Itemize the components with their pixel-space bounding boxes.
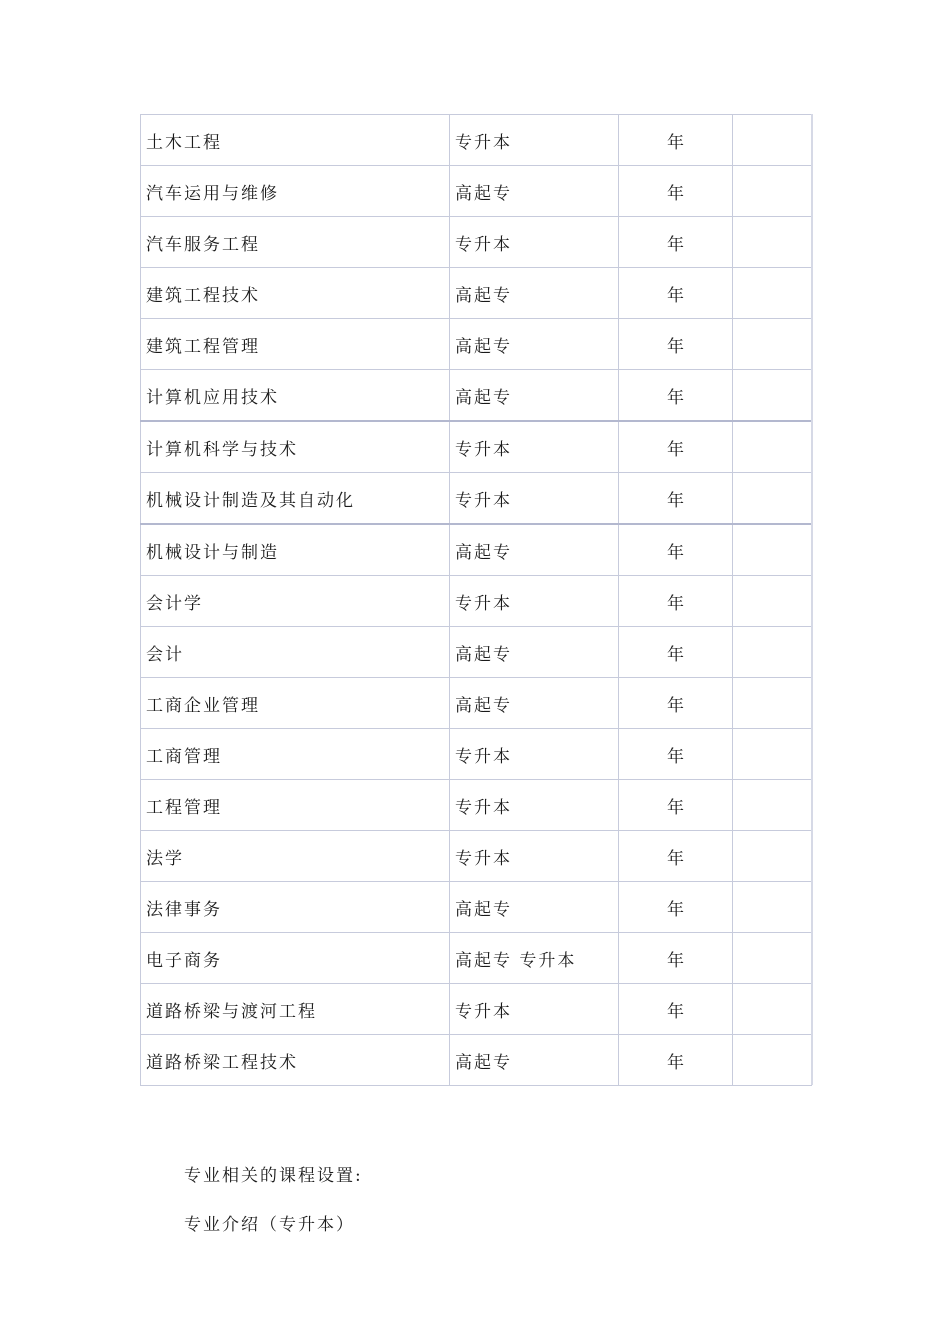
program-duration-cell: 年	[619, 678, 733, 729]
program-duration-cell: 年	[619, 166, 733, 217]
program-name-cell: 法律事务	[141, 882, 450, 933]
program-extra-cell	[733, 473, 812, 525]
program-name-cell: 工商企业管理	[141, 678, 450, 729]
program-level-cell: 高起专	[450, 166, 619, 217]
programs-table	[140, 114, 812, 1086]
program-extra-cell	[733, 319, 812, 370]
table-row	[141, 729, 812, 780]
table-row	[141, 319, 812, 370]
program-name-cell: 计算机应用技术	[141, 370, 450, 422]
program-level-cell: 专升本	[450, 831, 619, 882]
program-duration-cell: 年	[619, 370, 733, 422]
table-row	[141, 166, 812, 217]
program-duration-cell: 年	[619, 831, 733, 882]
program-name-cell: 建筑工程管理	[141, 319, 450, 370]
table-row	[141, 984, 812, 1035]
program-name-cell: 道路桥梁工程技术	[141, 1035, 450, 1086]
table-row	[141, 576, 812, 627]
program-level-cell: 高起专	[450, 882, 619, 933]
program-extra-cell	[733, 729, 812, 780]
program-name-cell: 建筑工程技术	[141, 268, 450, 319]
program-extra-cell	[733, 115, 812, 166]
program-level-cell: 高起专	[450, 268, 619, 319]
program-duration-cell: 年	[619, 473, 733, 525]
program-extra-cell	[733, 268, 812, 319]
program-extra-cell	[733, 166, 812, 217]
program-duration-cell: 年	[619, 524, 733, 576]
program-extra-cell	[733, 524, 812, 576]
table-row	[141, 421, 812, 473]
table-row	[141, 115, 812, 166]
program-duration-cell: 年	[619, 319, 733, 370]
program-duration-cell: 年	[619, 268, 733, 319]
program-level-cell: 高起专 专升本	[450, 933, 619, 984]
program-duration-cell: 年	[619, 421, 733, 473]
program-extra-cell	[733, 370, 812, 422]
program-level-cell: 高起专	[450, 319, 619, 370]
program-level-cell: 高起专	[450, 678, 619, 729]
program-name-cell: 汽车运用与维修	[141, 166, 450, 217]
program-level-cell: 专升本	[450, 421, 619, 473]
table-row	[141, 627, 812, 678]
program-level-cell: 高起专	[450, 524, 619, 576]
program-name-cell: 会计	[141, 627, 450, 678]
program-name-cell: 工程管理	[141, 780, 450, 831]
program-extra-cell	[733, 217, 812, 268]
table-row	[141, 1035, 812, 1086]
program-duration-cell: 年	[619, 627, 733, 678]
program-level-cell: 专升本	[450, 115, 619, 166]
programs-table-body	[141, 115, 812, 1086]
program-level-cell: 专升本	[450, 729, 619, 780]
program-extra-cell	[733, 421, 812, 473]
program-extra-cell	[733, 933, 812, 984]
program-name-cell: 电子商务	[141, 933, 450, 984]
program-extra-cell	[733, 780, 812, 831]
program-level-cell: 专升本	[450, 576, 619, 627]
program-level-cell: 专升本	[450, 473, 619, 525]
program-duration-cell: 年	[619, 217, 733, 268]
table-row	[141, 780, 812, 831]
program-intro-heading: 专业介绍（专升本）	[184, 1215, 355, 1235]
program-duration-cell: 年	[619, 115, 733, 166]
table-row	[141, 933, 812, 984]
program-extra-cell	[733, 882, 812, 933]
table-row	[141, 882, 812, 933]
program-level-cell: 专升本	[450, 217, 619, 268]
program-level-cell: 专升本	[450, 780, 619, 831]
table-row	[141, 217, 812, 268]
program-level-cell: 高起专	[450, 370, 619, 422]
program-extra-cell	[733, 831, 812, 882]
program-name-cell: 机械设计与制造	[141, 524, 450, 576]
program-name-cell: 汽车服务工程	[141, 217, 450, 268]
table-row	[141, 473, 812, 525]
program-duration-cell: 年	[619, 576, 733, 627]
table-row	[141, 370, 812, 422]
table-row	[141, 268, 812, 319]
program-duration-cell: 年	[619, 729, 733, 780]
program-level-cell: 专升本	[450, 984, 619, 1035]
program-extra-cell	[733, 627, 812, 678]
program-extra-cell	[733, 576, 812, 627]
program-duration-cell: 年	[619, 780, 733, 831]
course-setup-heading: 专业相关的课程设置:	[184, 1166, 363, 1186]
program-name-cell: 道路桥梁与渡河工程	[141, 984, 450, 1035]
program-extra-cell	[733, 984, 812, 1035]
table-row	[141, 831, 812, 882]
table-row	[141, 524, 812, 576]
table-row	[141, 678, 812, 729]
program-name-cell: 工商管理	[141, 729, 450, 780]
program-extra-cell	[733, 1035, 812, 1086]
program-name-cell: 计算机科学与技术	[141, 421, 450, 473]
program-duration-cell: 年	[619, 1035, 733, 1086]
program-level-cell: 高起专	[450, 627, 619, 678]
table-right-edge-divider	[811, 114, 813, 1085]
program-duration-cell: 年	[619, 882, 733, 933]
program-duration-cell: 年	[619, 984, 733, 1035]
program-name-cell: 土木工程	[141, 115, 450, 166]
program-extra-cell	[733, 678, 812, 729]
program-duration-cell: 年	[619, 933, 733, 984]
program-name-cell: 法学	[141, 831, 450, 882]
program-name-cell: 机械设计制造及其自动化	[141, 473, 450, 525]
program-level-cell: 高起专	[450, 1035, 619, 1086]
program-name-cell: 会计学	[141, 576, 450, 627]
